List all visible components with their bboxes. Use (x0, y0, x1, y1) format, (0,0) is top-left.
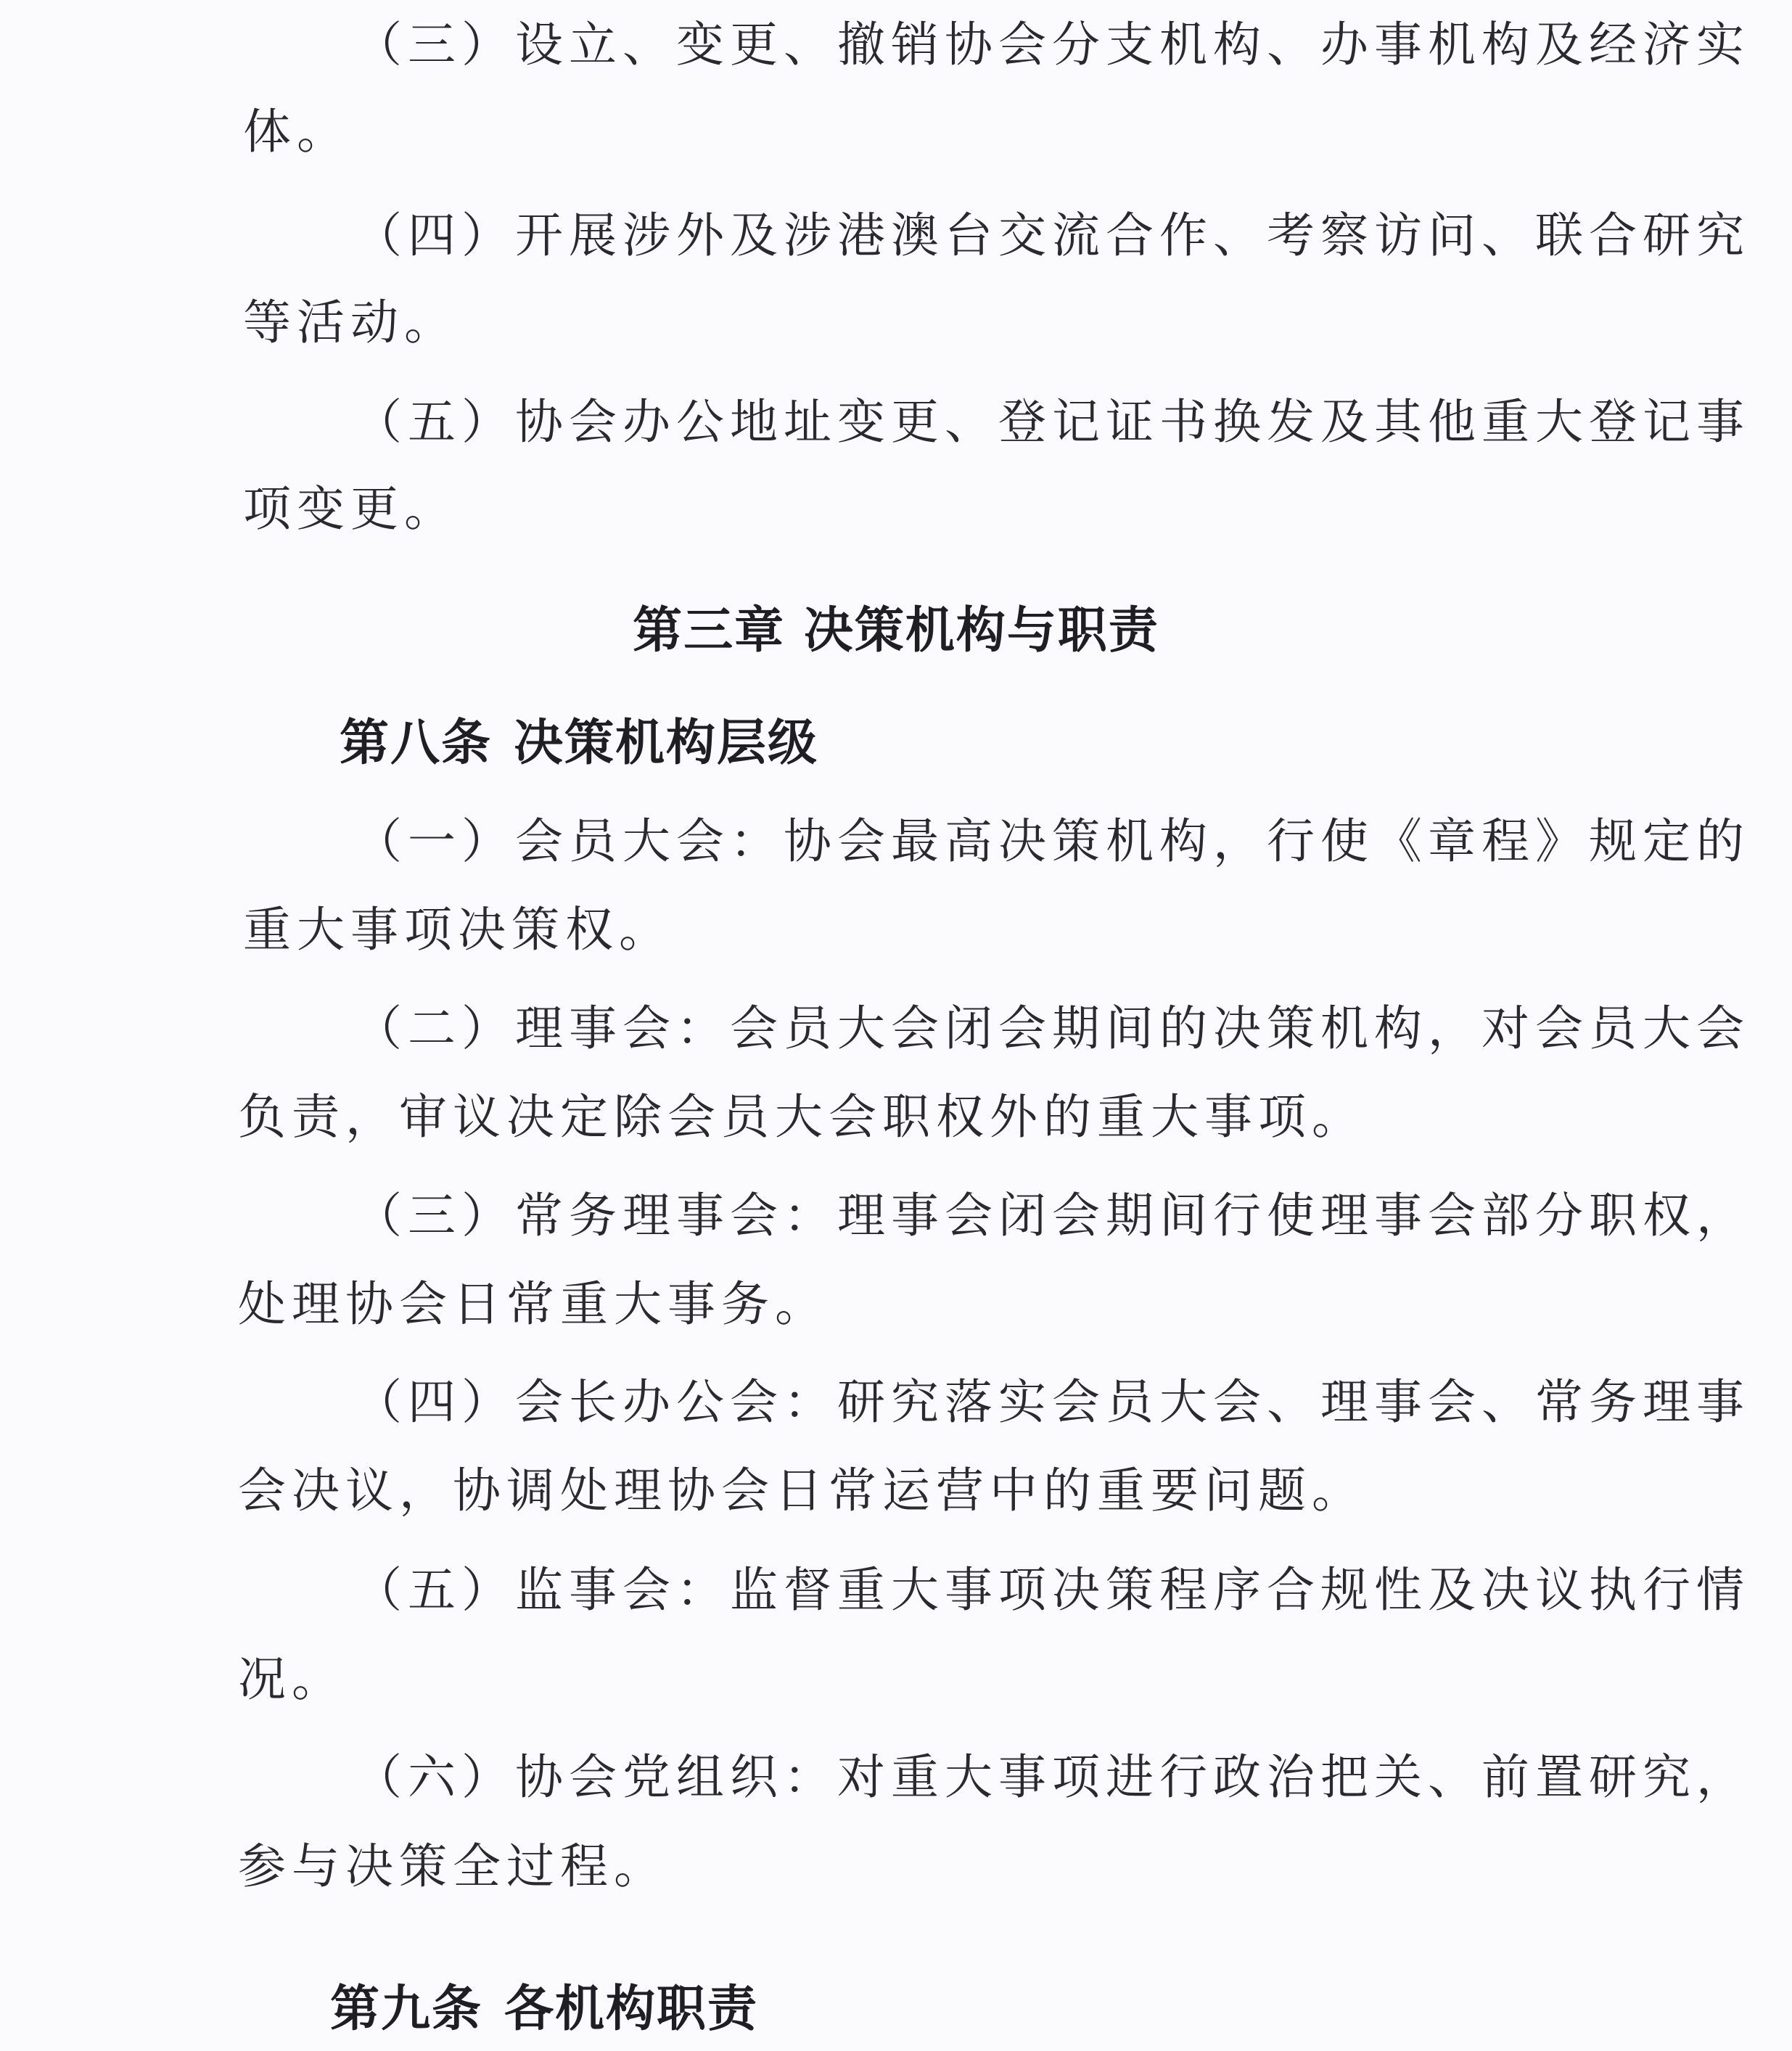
article-8-title: 决策机构层级 (514, 715, 819, 772)
article-8-item-1-line2: 重大事项决策权。 (243, 902, 673, 958)
article-8-item-5-line2: 况。 (238, 1651, 345, 1707)
item-5-line1: （五）协会办公地址变更、登记证书换发及其他重大登记事 (354, 394, 1750, 450)
article-8-item-6-line1: （六）协会党组织：对重大事项进行政治把关、前置研究， (354, 1749, 1750, 1805)
item-4-line2: 等活动。 (243, 295, 458, 350)
article-8-item-1-line1: （一）会员大会：协会最高决策机构，行使《章程》规定的 (354, 813, 1750, 869)
article-8-item-6-line2: 参与决策全过程。 (238, 1838, 667, 1894)
article-9-heading (330, 1981, 758, 2039)
article-8-item-4-line1: （四）会长办公会：研究落实会员大会、理事会、常务理事 (354, 1374, 1750, 1430)
article-9-title: 各机构职责 (504, 1981, 759, 2038)
item-3-line2: 体。 (243, 104, 350, 160)
article-8-item-4-line2: 会决议，协调处理协会日常运营中的重要问题。 (238, 1463, 1365, 1518)
article-8-item-2-line1: （二）理事会：会员大会闭会期间的决策机构，对会员大会 (354, 1000, 1750, 1056)
article-8-heading (340, 715, 818, 773)
article-8-item-3-line1: （三）常务理事会：理事会闭会期间行使理事会部分职权， (354, 1188, 1750, 1244)
article-8-item-2-line2: 负责，审议决定除会员大会职权外的重大事项。 (238, 1089, 1365, 1145)
article-8-item-5-line1: （五）监事会：监督重大事项决策程序合规性及决议执行情 (354, 1562, 1750, 1618)
item-4-line1: （四）开展涉外及涉港澳台交流合作、考察访问、联合研究 (354, 207, 1750, 263)
article-9-number: 第九条 (330, 1981, 483, 2038)
article-8-item-3-line2: 处理协会日常重大事务。 (238, 1276, 829, 1332)
article-8-number: 第八条 (340, 715, 493, 772)
chapter-heading: 第三章 决策机构与职责 (633, 602, 1159, 659)
item-5-line2: 项变更。 (243, 481, 458, 537)
item-3-line1: （三）设立、变更、撤销协会分支机构、办事机构及经济实 (354, 17, 1750, 73)
